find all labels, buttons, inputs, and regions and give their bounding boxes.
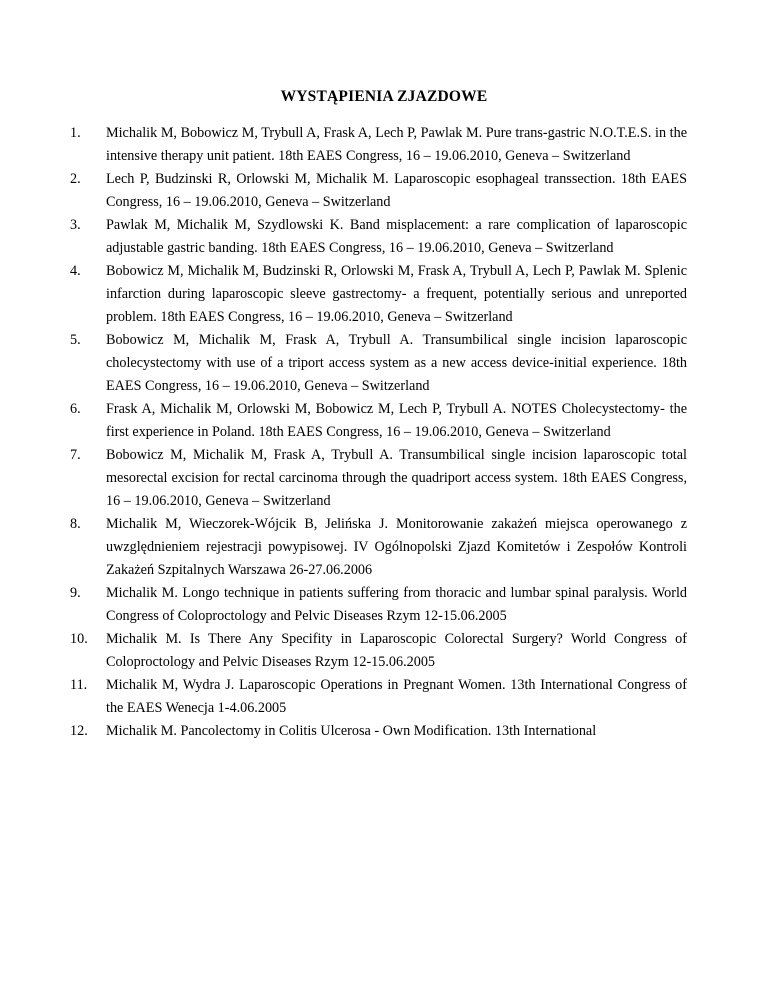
list-item-text: Bobowicz M, Michalik M, Frask A, Trybull A. Transumbilical single incision laparoscopic total mesorectal excision for rectal carcinoma through the quadriport access system. 18th EAES Congress, 16 – 19.06.2010, Geneva – Switzerland <box>106 447 687 509</box>
list-item-number: 6. <box>70 401 81 417</box>
list-item-text: Michalik M. Pancolectomy in Colitis Ulcerosa - Own Modification. 13th International <box>106 723 597 739</box>
list-item-number: 3. <box>70 217 81 233</box>
list-item-number: 4. <box>70 263 81 279</box>
list-item-number: 12. <box>70 723 88 739</box>
list-item-text: Michalik M, Wieczorek-Wójcik B, Jelińska J. Monitorowanie zakażeń miejsca operowanego z uwzględnieniem rejestracji powypisowej. IV Ogólnopolski Zjazd Komitetów i Zespołów Kontroli Zakażeń Szpitalnych Warszawa 26-27.06.2006 <box>106 516 687 578</box>
list-item <box>70 674 687 720</box>
list-item-text: Frask A, Michalik M, Orlowski M, Bobowicz M, Lech P, Trybull A. NOTES Cholecystectomy- the first experience in Poland. 18th EAES Congress, 16 – 19.06.2010, Geneva – Switzerland <box>106 401 687 440</box>
list-item <box>70 628 687 674</box>
list-item <box>70 122 687 168</box>
list-item-number: 1. <box>70 125 81 141</box>
list-item <box>70 720 687 743</box>
list-item-number: 8. <box>70 516 81 532</box>
list-item <box>70 513 687 582</box>
list-item-number: 2. <box>70 171 81 187</box>
list-item-text: Michalik M, Wydra J. Laparoscopic Operations in Pregnant Women. 13th International Congress of the EAES Wenecja 1-4.06.2005 <box>106 677 687 716</box>
list-item <box>70 214 687 260</box>
list-item <box>70 329 687 398</box>
list-item <box>70 444 687 513</box>
list-item-text: Michalik M. Longo technique in patients suffering from thoracic and lumbar spinal paralysis. World Congress of Coloproctology and Pelvic Diseases Rzym 12-15.06.2005 <box>106 585 687 624</box>
list-item-text: Bobowicz M, Michalik M, Frask A, Trybull A. Transumbilical single incision laparoscopic cholecystectomy with use of a triport access system as a new access device-initial experience. 18th EAES Congress, 16 – 19.06.2010, Geneva – Switzerland <box>106 332 687 394</box>
list-item-text: Michalik M, Bobowicz M, Trybull A, Frask A, Lech P, Pawlak M. Pure trans-gastric N.O.T.E.S. in the intensive therapy unit patient. 18th EAES Congress, 16 – 19.06.2010, Geneva – Switzerland <box>106 125 687 164</box>
list-item <box>70 168 687 214</box>
list-item <box>70 582 687 628</box>
list-item-text: Michalik M. Is There Any Specifity in Laparoscopic Colorectal Surgery? World Congress of Coloproctology and Pelvic Diseases Rzym 12-15.06.2005 <box>106 631 687 670</box>
list-item-number: 9. <box>70 585 81 601</box>
list-item-number: 5. <box>70 332 81 348</box>
list-item <box>70 398 687 444</box>
list-item-number: 10. <box>70 631 88 647</box>
list-item-text: Pawlak M, Michalik M, Szydlowski K. Band misplacement: a rare complication of laparoscopic adjustable gastric banding. 18th EAES Congress, 16 – 19.06.2010, Geneva – Switzerland <box>106 217 687 256</box>
list-item-text: Bobowicz M, Michalik M, Budzinski R, Orlowski M, Frask A, Trybull A, Lech P, Pawlak M. Splenic infarction during laparoscopic sleeve gastrectomy- a frequent, potentially serious and unreported problem. 18th EAES Congress, 16 – 19.06.2010, Geneva – Switzerland <box>106 263 687 325</box>
reference-list <box>70 122 687 743</box>
list-item-number: 7. <box>70 447 81 463</box>
list-item <box>70 260 687 329</box>
document-title: WYSTĄPIENIA ZJAZDOWE <box>280 88 488 105</box>
list-item-text: Lech P, Budzinski R, Orlowski M, Michalik M. Laparoscopic esophageal transsection. 18th EAES Congress, 16 – 19.06.2010, Geneva – Switzerland <box>106 171 687 210</box>
list-item-number: 11. <box>70 677 88 693</box>
